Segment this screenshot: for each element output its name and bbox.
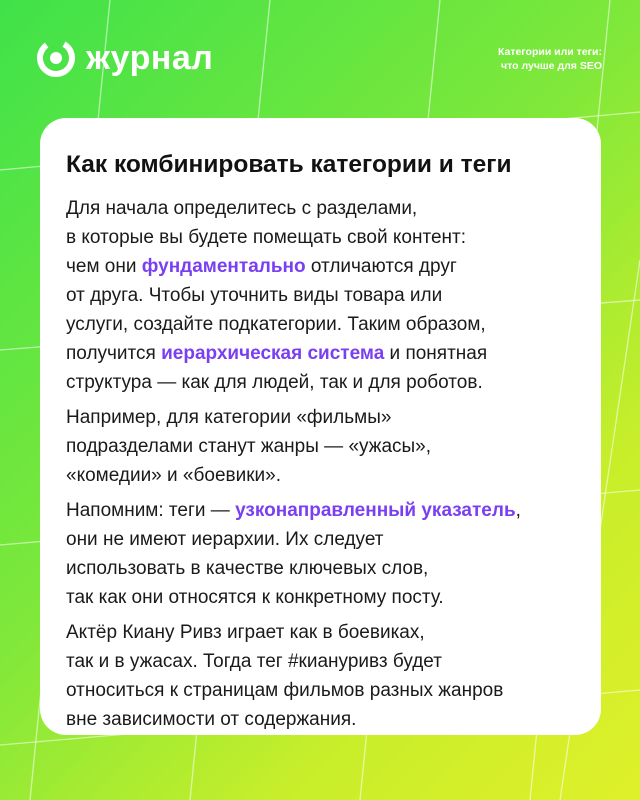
text-fragment: отличаются друг — [305, 256, 457, 277]
text-line: относиться к страницам фильмов разных жанров — [66, 680, 504, 701]
logo-text: журнал — [86, 39, 214, 77]
text-line: Например, для категории «фильмы» — [66, 407, 392, 428]
header-note-line: Категории или теги: — [497, 46, 602, 58]
text-line: Актёр Киану Ривз играет как в боевиках, — [66, 622, 425, 643]
text-line: услуги, создайте подкатегории. Таким образом, — [66, 314, 486, 335]
text-line: в которые вы будете помещать свой контент: — [66, 227, 466, 248]
text-line: использовать в качестве ключевых слов, — [66, 558, 429, 579]
text-fragment: получится — [66, 343, 162, 364]
header — [34, 36, 213, 80]
highlight-text: иерархическая система — [161, 343, 385, 364]
highlight-text: узконаправленный указатель — [235, 500, 516, 521]
text-line: они не имеют иерархии. Их следует — [66, 529, 384, 550]
text-fragment: , — [515, 500, 521, 521]
text-line: так и в ужасах. Тогда тег #киануривз будет — [66, 651, 442, 672]
text-line: от друга. Чтобы уточнить виды товара или — [66, 285, 443, 306]
logo-icon[interactable] — [34, 36, 78, 80]
text-line: подразделами станут жанры — «ужасы», — [66, 436, 432, 457]
highlight-text: фундаментально — [141, 256, 306, 277]
text-line: Для начала определитесь с разделами, — [66, 198, 418, 219]
text-fragment: и понятная — [384, 343, 488, 364]
text-line: так как они относятся к конкретному посту. — [66, 587, 444, 608]
text-line: вне зависимости от содержания. — [66, 709, 357, 730]
paragraph-tags — [66, 496, 577, 612]
header-note — [498, 45, 602, 73]
text-line: структура — как для людей, так и для роботов. — [66, 372, 483, 393]
paragraph-sections — [66, 194, 577, 397]
paragraph-keanu — [66, 618, 577, 734]
card-title: Как комбинировать категории и теги — [66, 151, 512, 178]
text-line: «комедии» и «боевики». — [66, 465, 281, 486]
text-fragment: чем они — [66, 256, 142, 277]
text-fragment: Напомним: теги — — [66, 500, 236, 521]
paragraph-example — [66, 403, 577, 490]
content-card — [40, 118, 601, 735]
header-note-line: что лучше для SEO — [501, 60, 602, 72]
